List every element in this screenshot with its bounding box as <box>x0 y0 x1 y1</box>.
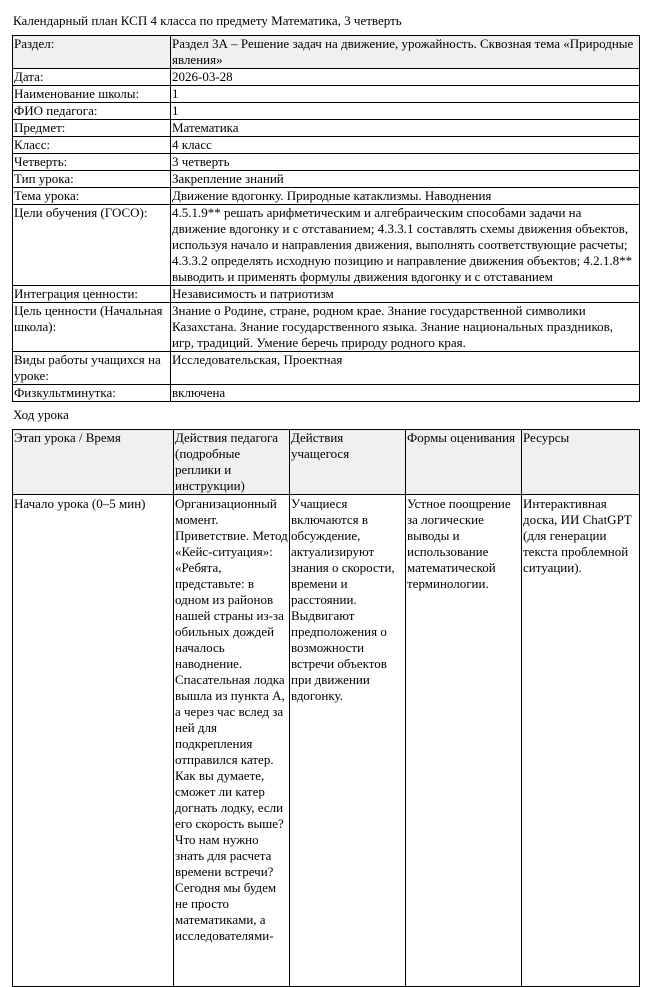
info-value: 2026-03-28 <box>171 69 640 86</box>
info-value: Математика <box>171 120 640 137</box>
info-row-topic <box>13 188 640 205</box>
plan-cell-stage: Начало урока (0–5 мин) <box>13 495 174 987</box>
plan-cell-student: Учащиеся включаются в обсуждение, актуализируют знания о скорости, времени и расстоянии. Выдвигают предположения о возможности встречи объектов при движении вдогонку. <box>290 495 406 987</box>
info-label: Виды работы учащихся на уроке: <box>13 352 171 385</box>
info-value: Закрепление знаний <box>171 171 640 188</box>
info-value: Движение вдогонку. Природные катаклизмы. Наводнения <box>171 188 640 205</box>
lesson-progress-heading: Ход урока <box>13 407 69 422</box>
plan-header-teacher: Действия педагога (подробные реплики и инструкции) <box>174 430 290 495</box>
info-row-section <box>13 36 640 69</box>
info-row-work-types <box>13 352 640 385</box>
plan-cell-assessment: Устное поощрение за логические выводы и использование математической терминологии. <box>406 495 522 987</box>
info-label: Четверть: <box>13 154 171 171</box>
info-row-goals <box>13 205 640 286</box>
plan-header-assessment: Формы оценивания <box>406 430 522 495</box>
info-label: Тема урока: <box>13 188 171 205</box>
info-label: Дата: <box>13 69 171 86</box>
info-row-teacher <box>13 103 640 120</box>
info-label: Предмет: <box>13 120 171 137</box>
info-value: Раздел 3А – Решение задач на движение, урожайность. Сквозная тема «Природные явления» <box>171 36 640 69</box>
info-label: Физкультминутка: <box>13 385 171 402</box>
info-value: Знание о Родине, стране, родном крае. Знание государственной символики Казахстана. Знание государственного языка. Знание национальных праздников, игр, традиций. Умение беречь природу родного края. <box>171 303 640 352</box>
info-row-value-integration <box>13 286 640 303</box>
plan-header-student: Действия учащегося <box>290 430 406 495</box>
info-value: Независимость и патриотизм <box>171 286 640 303</box>
info-label: Тип урока: <box>13 171 171 188</box>
plan-cell-teacher: Организационный момент. Приветствие. Метод «Кейс-ситуация»: «Ребята, представьте: в одном из районов нашей страны из-за обильных дождей началось наводнение. Спасательная лодка вышла из пункта А, а через час вслед за ней для подкрепления отправился катер. Как вы думаете, сможет ли катер догнать лодку, если его скорость выше? Что нам нужно знать для расчета времени встречи? Сегодня мы будем не просто математиками, а исследователями- <box>174 495 290 987</box>
info-row-exercise-break <box>13 385 640 402</box>
info-row-grade <box>13 137 640 154</box>
info-label: ФИО педагога: <box>13 103 171 120</box>
info-row-quarter <box>13 154 640 171</box>
info-label: Класс: <box>13 137 171 154</box>
info-label: Наименование школы: <box>13 86 171 103</box>
info-row-value-goal <box>13 303 640 352</box>
info-label: Цели обучения (ГОСО): <box>13 205 171 286</box>
plan-header-row <box>13 430 640 495</box>
info-label: Раздел: <box>13 36 171 69</box>
info-value: 1 <box>171 103 640 120</box>
info-value: Исследовательская, Проектная <box>171 352 640 385</box>
info-row-date <box>13 69 640 86</box>
info-label: Интеграция ценности: <box>13 286 171 303</box>
info-value: 4 класс <box>171 137 640 154</box>
lesson-plan-table <box>12 429 640 987</box>
info-value: 4.5.1.9** решать арифметическим и алгебраическим способами задачи на движение вдогонку и с отставанием; 4.3.3.1 составлять схемы движения объектов, используя начало и направления движения, выполнять соответствующие расчеты; 4.3.3.2 определять исходную позицию и направление движения объектов; 4.2.1.8** выводить и применять формулы движения вдогонку и с отставанием <box>171 205 640 286</box>
plan-cell-resources: Интерактивная доска, ИИ ChatGPT (для генерации текста проблемной ситуации). <box>522 495 640 987</box>
info-row-school <box>13 86 640 103</box>
info-row-subject <box>13 120 640 137</box>
info-label: Цель ценности (Начальная школа): <box>13 303 171 352</box>
info-value: включена <box>171 385 640 402</box>
plan-header-resources: Ресурсы <box>522 430 640 495</box>
info-value: 1 <box>171 86 640 103</box>
info-value: 3 четверть <box>171 154 640 171</box>
plan-row <box>13 495 640 987</box>
plan-header-stage: Этап урока / Время <box>13 430 174 495</box>
document-title: Календарный план КСП 4 класса по предмету Математика, 3 четверть <box>13 13 402 28</box>
info-row-lesson-type <box>13 171 640 188</box>
lesson-info-table <box>12 35 640 402</box>
